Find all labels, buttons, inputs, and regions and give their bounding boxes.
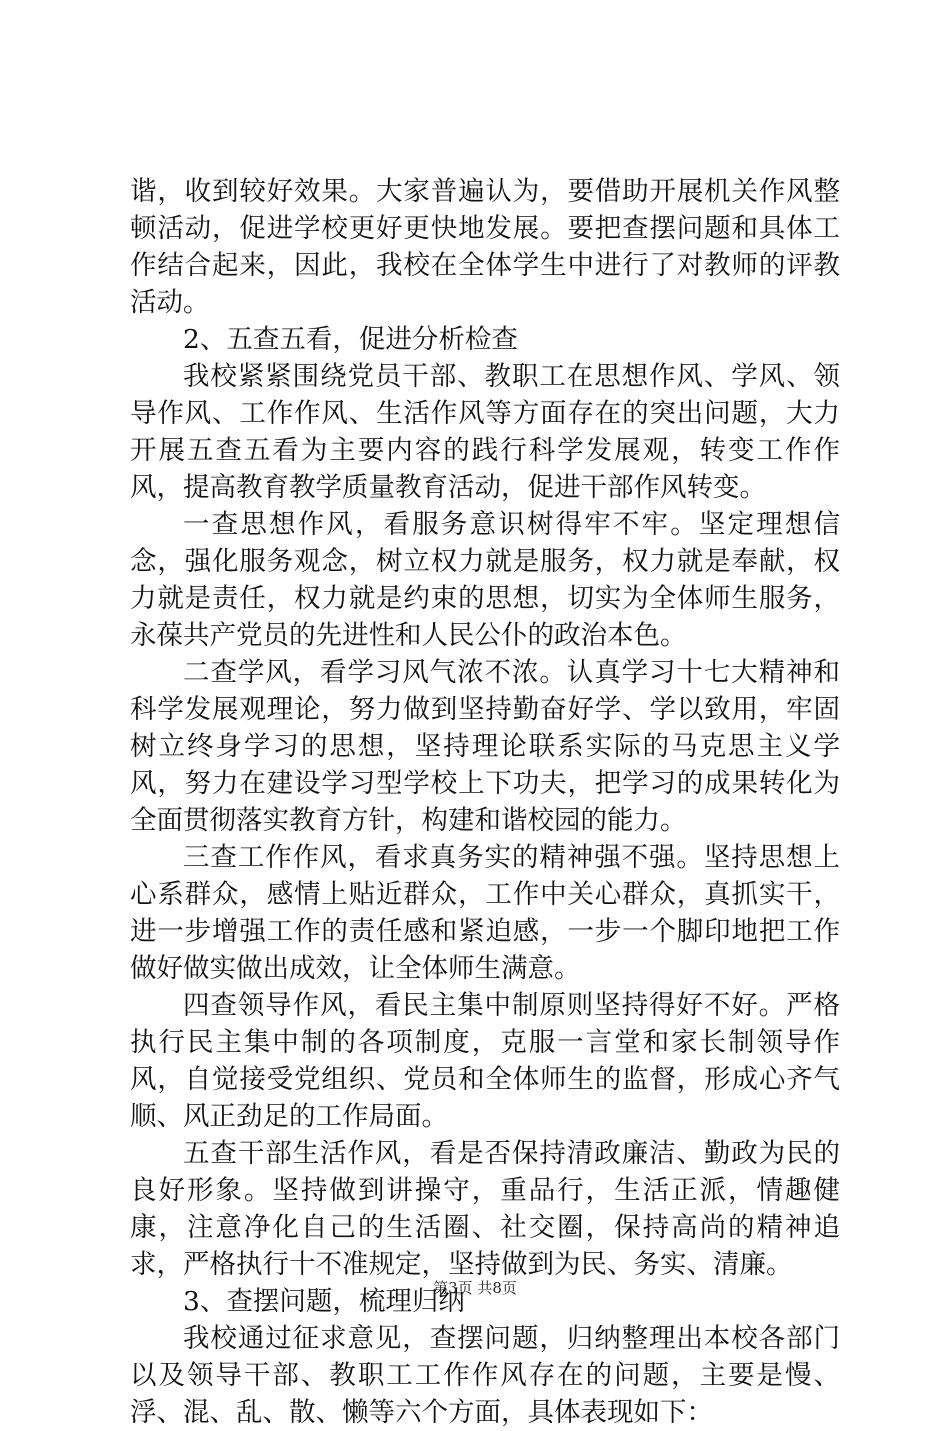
paragraph: 一查思想作风，看服务意识树得牢不牢。坚定理想信念，强化服务观念，树立权力就是服务，权力就是奉献，权力就是责任，权力就是约束的思想，切实为全体师生服务，永葆共产党员的先进性和人民公仆的政治本色。 xyxy=(130,509,840,651)
paragraph: 四查领导作风，看民主集中制原则坚持得好不好。严格执行民主集中制的各项制度，克服一言堂和家长制领导作风，自觉接受党组织、党员和全体师生的监督，形成心齐气顺、风正劲足的工作局面。 xyxy=(130,990,840,1132)
paragraph-continuation: 谐，收到较好效果。大家普遍认为，要借助开展机关作风整顿活动，促进学校更好更快地发展。要把查摆问题和具体工作结合起来，因此，我校在全体学生中进行了对教师的评教活动。 xyxy=(130,176,840,318)
paragraph: 二查学风，看学习风气浓不浓。认真学习十七大精神和科学发展观理论，努力做到坚持勤奋好学、学以致用，牢固树立终身学习的思想，坚持理论联系实际的马克思主义学风，努力在建设学习型学校上下功夫，把学习的成果转化为全面贯彻落实教育方针，构建和谐校园的能力。 xyxy=(130,657,840,836)
section-heading-2: 2、五查五看，促进分析检查 xyxy=(183,324,518,355)
paragraph: 我校紧紧围绕党员干部、教职工在思想作风、学风、领导作风、工作作风、生活作风等方面存在的突出问题，大力开展五查五看为主要内容的践行科学发展观，转变工作作风，提高教育教学质量教育活动，促进干部作风转变。 xyxy=(130,361,840,503)
paragraph: 我校通过征求意见，查摆问题，归纳整理出本校各部门以及领导干部、教职工工作作风存在的问题，主要是慢、浮、混、乱、散、懒等六个方面，具体表现如下： xyxy=(130,1323,840,1428)
section-heading-3: 3、查摆问题，梳理归纳 xyxy=(183,1286,465,1317)
page-number-footer: 第3页 共8页 xyxy=(433,1279,517,1297)
document-body xyxy=(130,173,840,1431)
paragraph: 三查工作作风，看求真务实的精神强不强。坚持思想上心系群众，感情上贴近群众，工作中关心群众，真抓实干，进一步增强工作的责任感和紧迫感，一步一个脚印地把工作做好做实做出成效，让全体师生满意。 xyxy=(130,842,840,984)
paragraph: 五查干部生活作风，看是否保持清政廉洁、勤政为民的良好形象。坚持做到讲操守，重品行，生活正派，情趣健康，注意净化自己的生活圈、社交圈，保持高尚的精神追求，严格执行十不准规定，坚持做到为民、务实、清廉。 xyxy=(130,1138,840,1280)
